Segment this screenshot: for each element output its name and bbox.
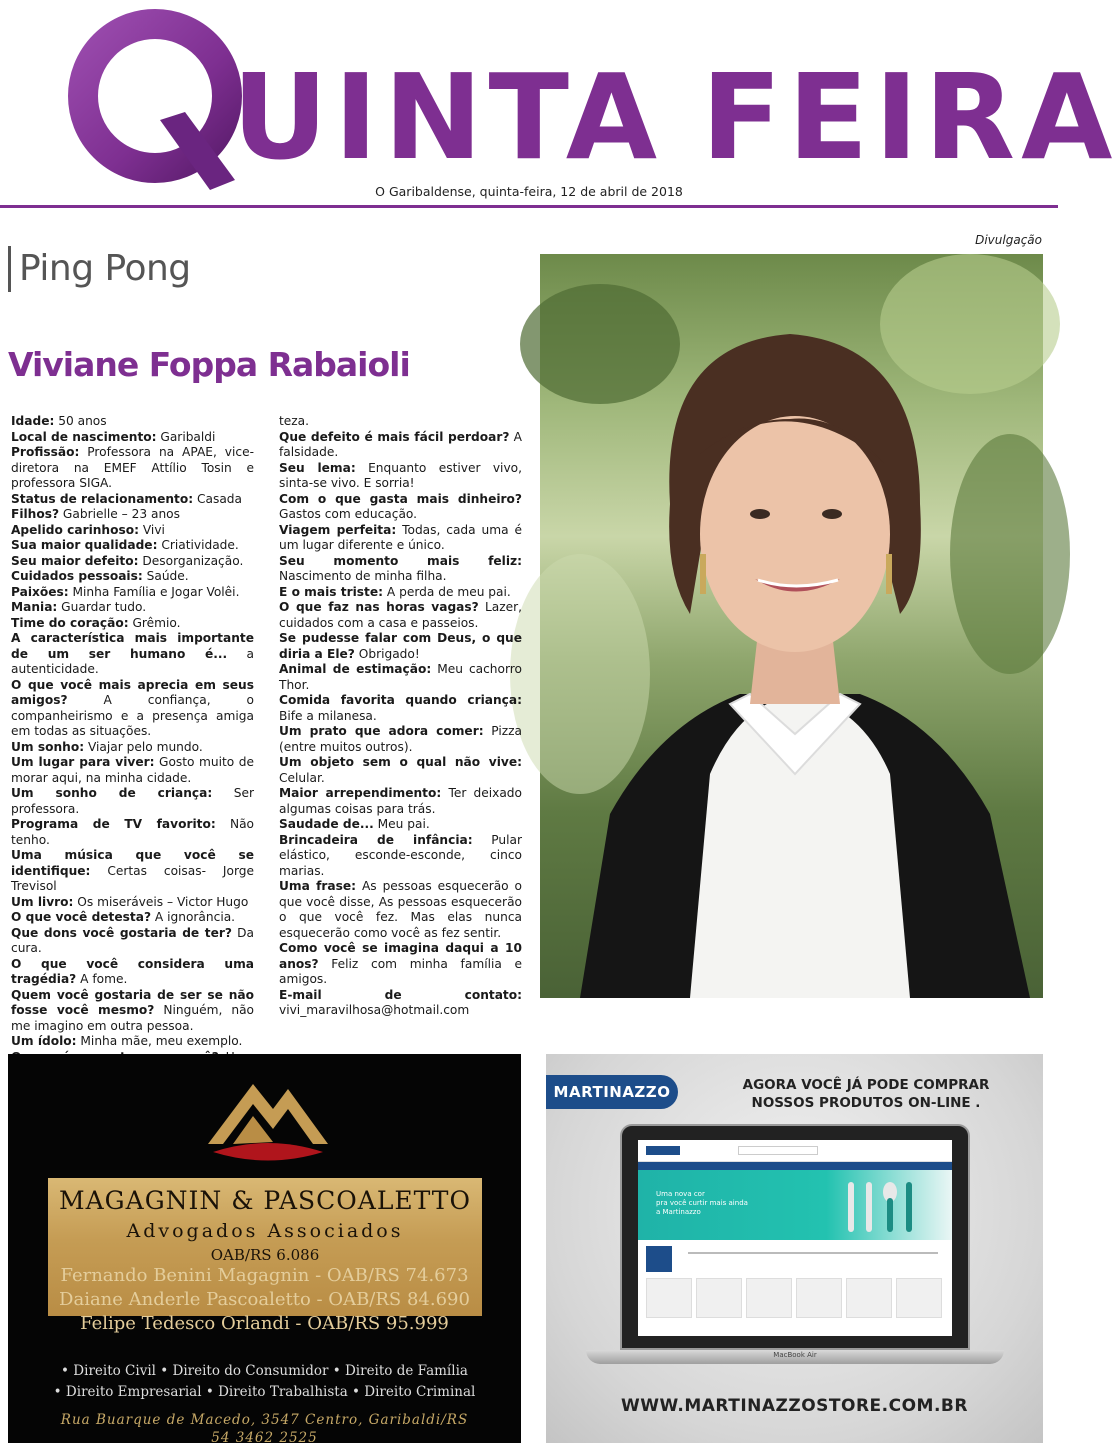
- lawyer-name: Felipe Tedesco Orlandi - OAB/RS 95.999: [80, 1313, 449, 1334]
- interview-item: [11, 817, 254, 848]
- interview-item: [11, 926, 254, 957]
- interview-item: [279, 631, 522, 662]
- interview-answer: Desorganização.: [138, 553, 244, 568]
- store-url[interactable]: WWW.MARTINAZZOSTORE.COM.BR: [621, 1396, 968, 1416]
- interview-item: [11, 492, 254, 508]
- interview-question: Uma frase:: [279, 879, 357, 893]
- interview-answer: Grêmio.: [128, 615, 181, 630]
- interview-question: Um objeto sem o qual não vive:: [279, 755, 522, 769]
- interview-question: A característica mais importante de um ser humano é...: [11, 631, 254, 661]
- category-tile: [646, 1246, 672, 1272]
- lawyer-name: Fernando Benini Magagnin - OAB/RS 74.673: [60, 1265, 469, 1286]
- interview-item: [279, 662, 522, 693]
- firm-street: Rua Buarque de Macedo, 3547 Centro, Garibaldi/RS: [60, 1412, 469, 1428]
- interview-question: Seu maior defeito:: [11, 553, 139, 568]
- product-card: [646, 1278, 692, 1318]
- lawyer-list: [8, 1264, 521, 1336]
- interview-question: Profissão:: [11, 445, 80, 459]
- cutlery-icon: [838, 1178, 928, 1236]
- product-card: [746, 1278, 792, 1318]
- interview-item: [279, 600, 522, 631]
- interview-item: [279, 755, 522, 786]
- interview-answer: a autenticidade.: [11, 646, 254, 676]
- interview-item: [11, 585, 254, 601]
- interview-answer: Professora na APAE, vice-diretora na EMEF Attílio Tosin e professora SIGA.: [11, 445, 254, 490]
- store-headline: [706, 1076, 1026, 1112]
- interview-question: Time do coração:: [11, 615, 129, 630]
- interview-item: [11, 538, 254, 554]
- store-headline-line: NOSSOS PRODUTOS ON-LINE .: [751, 1095, 981, 1111]
- interview-item: [11, 895, 254, 911]
- interview-item: [11, 445, 254, 492]
- interview-question: Filhos?: [11, 507, 60, 521]
- product-card: [846, 1278, 892, 1318]
- interview-column-left: [11, 414, 254, 1081]
- interview-question: E-mail de contato:: [279, 987, 522, 1002]
- interview-item: [279, 492, 522, 523]
- site-banner: [638, 1170, 952, 1240]
- interview-item: [11, 430, 254, 446]
- masthead: [0, 0, 1118, 205]
- interview-question: Viagem perfeita:: [279, 522, 397, 537]
- firm-subtitle: Advogados Associados: [126, 1220, 404, 1242]
- interview-question: Status de relacionamento:: [11, 491, 194, 506]
- firm-oab: OAB/RS 6.086: [210, 1246, 320, 1264]
- interview-question: Idade:: [11, 414, 55, 428]
- interview-item: [11, 848, 254, 895]
- interview-answer: Guardar tudo.: [57, 600, 147, 614]
- laptop-base: [586, 1350, 1004, 1364]
- site-category-icons: [638, 1244, 952, 1274]
- masthead-rule: [0, 205, 1058, 208]
- interview-item: [279, 786, 522, 817]
- person-name: Viviane Foppa Rabaioli: [8, 345, 410, 384]
- interview-item: [279, 988, 522, 1019]
- interview-question: Se pudesse falar com Deus, o que diria a Ele?: [279, 631, 522, 661]
- interview-item: [279, 693, 522, 724]
- interview-question: Quem você gostaria de ser se não fosse você mesmo?: [11, 987, 254, 1017]
- ad-martinazzo[interactable]: [546, 1054, 1043, 1443]
- masthead-title-rest: UINTA: [232, 48, 664, 186]
- interview-question: Paixões:: [11, 584, 69, 599]
- interview-answer: Saúde.: [142, 569, 189, 583]
- interview-item: [11, 414, 254, 430]
- interview-answer: Ter deixado algumas coisas para trás.: [279, 786, 523, 816]
- interview-question: Saudade de...: [279, 817, 374, 831]
- interview-item: [279, 941, 522, 988]
- portrait-illustration: [540, 254, 1043, 998]
- laptop-label: MacBook Air: [773, 1351, 817, 1359]
- interview-answer: Feliz com minha família e amigos.: [279, 956, 522, 986]
- masthead-title: [232, 48, 1118, 186]
- interview-answer: Gabrielle – 23 anos: [59, 507, 180, 521]
- interview-question: Seu momento mais feliz:: [279, 553, 522, 568]
- lawyer-name: Daiane Anderle Pascoaletto - OAB/RS 84.690: [59, 1289, 470, 1310]
- interview-item: [11, 1034, 254, 1050]
- site-header: [638, 1140, 952, 1162]
- interview-answer: Pizza (entre muitos outros).: [279, 724, 522, 754]
- interview-answer: Vivi: [138, 522, 165, 537]
- interview-answer: Pular elástico, esconde-esconde, cinco marias.: [279, 832, 522, 878]
- interview-answer: Minha Família e Jogar Volêi.: [68, 584, 240, 599]
- interview-answer: Todas, cada uma é um lugar diferente e único.: [279, 522, 522, 552]
- interview-item: [279, 430, 522, 461]
- interview-answer: Da cura.: [11, 925, 254, 955]
- interview-answer: A perda de meu pai.: [383, 584, 511, 599]
- interview-question: Sua maior qualidade:: [11, 538, 158, 552]
- interview-item: [11, 740, 254, 756]
- interview-item: [279, 833, 522, 880]
- interview-answer: As pessoas esquecerão o que você disse, As pessoas esquecerão o que você fez. Mas elas nunca esquecerão como você as fez sentir.: [279, 879, 522, 940]
- category-strip: [688, 1252, 938, 1254]
- interview-answer: Os miseráveis – Victor Hugo: [73, 894, 249, 909]
- photo-credit: Divulgação: [975, 233, 1042, 247]
- firm-address: [8, 1411, 521, 1447]
- interview-question: Um livro:: [11, 894, 74, 909]
- site-products: [638, 1278, 952, 1330]
- interview-answer: Nascimento de minha filha.: [279, 569, 447, 583]
- interview-question: Animal de estimação:: [279, 662, 432, 676]
- product-card: [796, 1278, 842, 1318]
- mountain-logo-icon: [198, 1064, 338, 1174]
- interview-answer: A ignorância.: [151, 910, 236, 924]
- interview-answer: Enquanto estiver vivo, sinta-se vivo. E sorria!: [279, 460, 522, 490]
- interview-item: [279, 461, 522, 492]
- portrait-photo: [540, 254, 1043, 998]
- interview-question: Maior arrependimento:: [279, 786, 442, 800]
- interview-answer: Obrigado!: [354, 646, 420, 661]
- interview-item: [11, 569, 254, 585]
- interview-question: Local de nascimento:: [11, 429, 157, 444]
- product-card: [696, 1278, 742, 1318]
- site-nav: [638, 1162, 952, 1170]
- interview-answer: Ninguém, não me imagino em outra pessoa.: [11, 1003, 254, 1033]
- interview-question: O que faz nas horas vagas?: [279, 600, 479, 614]
- interview-answer: teza.: [279, 414, 310, 428]
- interview-question: Mania:: [11, 600, 58, 614]
- interview-answer: A fome.: [76, 972, 128, 986]
- interview-item: [11, 755, 254, 786]
- interview-item: [11, 523, 254, 539]
- interview-question: Apelido carinhoso:: [11, 522, 139, 537]
- banner-line: pra você curtir mais ainda: [656, 1199, 748, 1207]
- ad-law-firm[interactable]: [8, 1054, 521, 1446]
- interview-question: Que dons você gostaria de ter?: [11, 925, 232, 940]
- interview-item: [11, 957, 254, 988]
- interview-answer: Criatividade.: [157, 538, 239, 552]
- firm-name: MAGAGNIN & PASCOALETTO: [59, 1186, 471, 1215]
- interview-answer: Lazer, cuidados com a casa e passeios.: [279, 600, 522, 630]
- interview-item: [279, 414, 522, 430]
- interview-question: Com o que gasta mais dinheiro?: [279, 491, 522, 506]
- interview-item: [279, 879, 522, 941]
- interview-item: [279, 523, 522, 554]
- interview-item: [279, 724, 522, 755]
- interview-answer: Celular.: [279, 770, 325, 785]
- interview-answer: 50 anos: [54, 414, 107, 428]
- practice-areas: [8, 1361, 521, 1403]
- interview-answer: Gastos com educação.: [279, 507, 418, 521]
- interview-answer: Gosto muito de morar aqui, na minha cidade.: [11, 755, 254, 785]
- interview-item: [279, 585, 522, 601]
- practice-areas-line: • Direito Empresarial • Direito Trabalhista • Direito Criminal: [53, 1384, 476, 1400]
- interview-item: [11, 678, 254, 740]
- interview-question: E o mais triste:: [279, 584, 384, 599]
- interview-question: Um ídolo:: [11, 1034, 77, 1048]
- interview-question: Como você se imagina daqui a 10 anos?: [279, 941, 522, 971]
- interview-item: [11, 600, 254, 616]
- interview-item: [11, 786, 254, 817]
- interview-question: Que defeito é mais fácil perdoar?: [279, 429, 510, 444]
- interview-item: [11, 631, 254, 678]
- section-label: Ping Pong: [8, 246, 191, 292]
- interview-item: [11, 910, 254, 926]
- interview-question: O que você mais aprecia em seus amigos?: [11, 677, 254, 707]
- laptop-screen: [638, 1140, 952, 1336]
- interview-item: [11, 616, 254, 632]
- interview-question: Um prato que adora comer:: [279, 724, 484, 738]
- interview-answer: Casada: [193, 491, 243, 506]
- masthead-title-second: FEIRA: [701, 48, 1118, 186]
- interview-question: O que você detesta?: [11, 910, 152, 924]
- interview-item: [279, 554, 522, 585]
- site-banner-text: [656, 1190, 748, 1217]
- interview-answer: Certas coisas- Jorge Trevisol: [11, 863, 254, 893]
- interview-answer: A confiança, o companheirismo e a presença amiga em todas as situações.: [11, 693, 254, 738]
- firm-phone: 54 3462 2525: [211, 1430, 318, 1446]
- interview-answer: Ser professora.: [11, 786, 254, 816]
- laptop-image: [620, 1124, 970, 1350]
- product-card: [896, 1278, 942, 1318]
- interview-question: Programa de TV favorito:: [11, 817, 216, 831]
- interview-answer: Meu cachorro Thor.: [279, 662, 522, 692]
- interview-item: [11, 988, 254, 1035]
- interview-question: Um lugar para viver:: [11, 755, 155, 769]
- interview-item: [11, 554, 254, 570]
- interview-question: Um sonho de criança:: [11, 786, 213, 800]
- interview-answer: Não tenho.: [11, 817, 254, 847]
- interview-question: Comida favorita quando criança:: [279, 693, 522, 707]
- interview-item: [11, 507, 254, 523]
- interview-answer: Minha mãe, meu exemplo.: [76, 1034, 243, 1048]
- practice-areas-line: • Direito Civil • Direito do Consumidor • Direito de Família: [61, 1363, 468, 1379]
- site-search: [738, 1146, 818, 1155]
- store-headline-line: AGORA VOCÊ JÁ PODE COMPRAR: [742, 1077, 990, 1093]
- masthead-q-letter: [60, 0, 250, 196]
- interview-answer: Bife a milanesa.: [279, 708, 377, 723]
- interview-answer: A falsidade.: [279, 429, 522, 459]
- interview-column-right: [279, 414, 522, 1019]
- interview-answer: Viajar pelo mundo.: [84, 739, 203, 754]
- martinazzo-logo: MARTINAZZO: [546, 1075, 678, 1109]
- interview-question: Brincadeira de infância:: [279, 832, 473, 847]
- site-logo: [646, 1146, 680, 1155]
- interview-answer: Meu pai.: [373, 817, 430, 831]
- interview-question: Seu lema:: [279, 460, 356, 475]
- interview-answer: vivi_maravilhosa@hotmail.com: [279, 1003, 470, 1017]
- interview-question: O que você considera uma tragédia?: [11, 956, 254, 986]
- dateline: O Garibaldense, quinta-feira, 12 de abril de 2018: [375, 184, 683, 199]
- interview-question: Um sonho:: [11, 739, 85, 754]
- banner-line: a Martinazzo: [656, 1208, 701, 1216]
- interview-item: [279, 817, 522, 833]
- interview-question: Uma música que você se identifique:: [11, 848, 254, 878]
- banner-line: Uma nova cor: [656, 1190, 705, 1198]
- interview-answer: Garibaldi: [156, 429, 216, 444]
- interview-question: Cuidados pessoais:: [11, 569, 143, 583]
